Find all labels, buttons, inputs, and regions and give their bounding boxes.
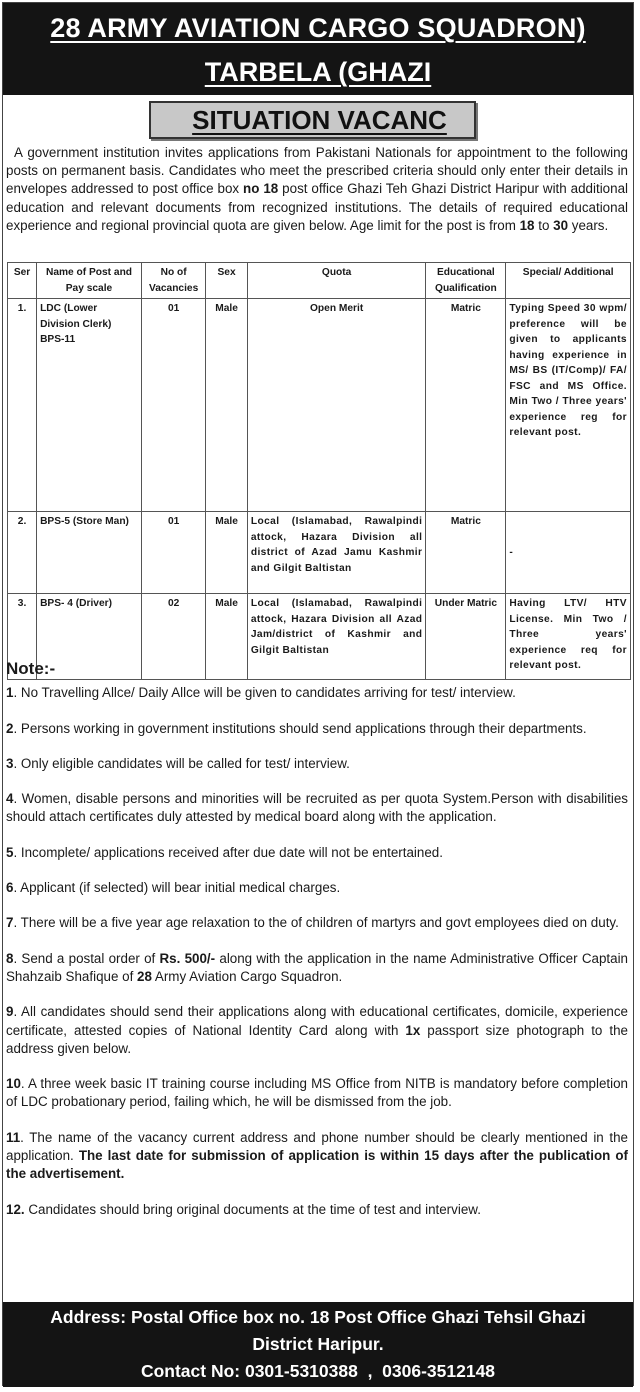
- note-number: 4: [6, 791, 14, 807]
- note-text: along with the application in the name Administrative Officer Captain Shahzaib Shafique of: [6, 950, 628, 984]
- cell-ser: 3.: [8, 594, 37, 680]
- cell-qualification: Matric: [426, 512, 506, 594]
- po-box-number: no 18: [243, 181, 279, 197]
- note-item: [6, 844, 628, 862]
- col-header-qualification: Educational Qualification: [426, 263, 506, 299]
- note-text: . All candidates should send their applications along with educational certificates, domicile, experience certificate, attested copies of National Identity Card along with: [6, 1004, 628, 1038]
- note-number: 1: [6, 685, 14, 701]
- note-number: 2: [6, 720, 14, 736]
- note-text: . The name of the vacancy current address and phone number should be clearly mentioned in the application.: [6, 1129, 628, 1164]
- intro-text: A government institution invites applications from Pakistani Nationals for appointment to the following posts on permanent basis. Candidates who meet the prescribed criteria should only enter their details in envelopes addressed to post office box: [6, 145, 628, 197]
- cell-vacancies: 02: [141, 594, 205, 680]
- postal-order-amount: Rs. 500/-: [159, 950, 216, 966]
- header-banner: [3, 3, 633, 95]
- col-header-special: Special/ Additional: [506, 263, 631, 299]
- footer-contact-banner: [3, 1302, 633, 1387]
- col-header-ser: Ser: [8, 263, 37, 299]
- col-header-post: Name of Post and Pay scale: [37, 263, 142, 299]
- notes-section: [6, 660, 628, 1236]
- note-item: [6, 1201, 628, 1219]
- note-item: [6, 879, 628, 897]
- cell-special: -: [506, 512, 631, 594]
- intro-paragraph: [6, 144, 628, 235]
- org-title-line1: 28 ARMY AVIATION CARGO SQUADRON): [50, 13, 586, 43]
- cell-vacancies: 01: [141, 299, 205, 512]
- col-header-vacancies: No of Vacancies: [141, 263, 205, 299]
- note-number: 3: [6, 755, 14, 771]
- note-item: [6, 1003, 628, 1058]
- note-item: [6, 790, 628, 827]
- col-header-quota: Quota: [247, 263, 426, 299]
- note-text: . Only eligible candidates will be called for test/ interview.: [13, 755, 350, 771]
- intro-text: to: [534, 217, 554, 233]
- cell-qualification: Under Matric: [426, 594, 506, 680]
- cell-quota: Open Merit: [247, 299, 426, 512]
- intro-text: post office Ghazi Teh Ghazi District Haripur with additional education and relevant documents from recognized institutions. The details of required educational experience and regional provincial quota are given below. Age limit for the post is from: [6, 181, 628, 233]
- cell-post: BPS- 4 (Driver): [37, 594, 142, 680]
- note-text: Army Aviation Cargo Squadron.: [151, 968, 343, 984]
- situation-vacant-title: SITUATION VACANC: [192, 105, 447, 135]
- notes-title: Note:-: [6, 659, 56, 678]
- vacancy-table: [7, 262, 631, 680]
- min-age: 18: [519, 217, 535, 233]
- note-number: 9: [6, 1004, 14, 1020]
- cell-sex: Male: [206, 299, 248, 512]
- cell-post: BPS-5 (Store Man): [37, 512, 142, 594]
- cell-special: Having LTV/ HTV License. Min Two / Three years' experience req for relevant post.: [506, 594, 631, 680]
- cell-vacancies: 01: [141, 512, 205, 594]
- col-header-sex: Sex: [206, 263, 248, 299]
- note-text: . A three week basic IT training course including MS Office from NITB is mandatory before completion of LDC probationary period, failing which, he will be dismissed from the job.: [6, 1076, 628, 1110]
- note-item: [6, 720, 628, 738]
- cell-quota: Local (Islamabad, Rawalpindi attock, Hazara Division all district of Azad Jamu Kashmir and Gilgit Baltistan: [247, 512, 426, 594]
- note-text: . Applicant (if selected) will bear initial medical charges.: [13, 880, 341, 896]
- note-text: . Incomplete/ applications received after due date will not be entertained.: [13, 844, 443, 860]
- note-number: 7: [6, 915, 14, 931]
- last-date-notice: The last date for submission of application is within 15 days after the publication of the advertisement.: [6, 1148, 629, 1182]
- note-text: . There will be a five year age relaxation to the of children of martyrs and govt employees died on duty.: [13, 915, 619, 931]
- note-item: [6, 684, 628, 702]
- photo-count: 1x: [405, 1022, 421, 1038]
- address-line-2: District Haripur.: [252, 1334, 384, 1354]
- note-item: [6, 755, 628, 773]
- note-text: Candidates should bring original documents at the time of test and interview.: [24, 1201, 481, 1217]
- note-number: 11: [6, 1129, 21, 1145]
- note-item: [6, 914, 628, 932]
- cell-post: LDC (Lower Division Clerk) BPS-11: [37, 299, 142, 512]
- squadron-number: 28: [137, 968, 152, 984]
- org-title-line2: TARBELA (GHAZI: [204, 57, 432, 87]
- cell-special: Typing Speed 30 wpm/ preference will be given to applicants having experience in MS/ BS (IT/Comp)/ FA/ FSC and MS Office. Min Two / Three years' experience reg for relevant post.: [506, 299, 631, 512]
- cell-qualification: Matric: [426, 299, 506, 512]
- note-number: 6: [6, 880, 14, 896]
- note-item: [6, 1129, 628, 1184]
- table-row: [8, 299, 631, 512]
- note-text: . Women, disable persons and minorities will be recruited as per quota System.Person with disabilities should attach certificates duly attested by medical board along with the application.: [6, 791, 628, 825]
- cell-sex: Male: [206, 512, 248, 594]
- address-line-1: Address: Postal Office box no. 18 Post Office Ghazi Tehsil Ghazi: [50, 1307, 586, 1327]
- note-text: . Persons working in government institutions should send applications through their departments.: [13, 720, 587, 736]
- table-row: [8, 512, 631, 594]
- note-text: . Send a postal order of: [13, 950, 160, 966]
- contact-numbers: Contact No: 0301-5310388 , 0306-3512148: [140, 1361, 496, 1381]
- intro-text: years.: [568, 217, 609, 233]
- cell-ser: 2.: [8, 512, 37, 594]
- note-number: 5: [6, 844, 14, 860]
- note-text: passport size photograph to the address given below.: [6, 1022, 628, 1056]
- max-age: 30: [553, 217, 569, 233]
- note-item: [6, 950, 628, 987]
- situation-vacant-banner: [149, 101, 476, 139]
- cell-quota: Local (Islamabad, Rawalpindi attock, Hazara Division all Azad Jam/district of Kashmir and Gilgit Baltistan: [247, 594, 426, 680]
- note-item: [6, 1075, 628, 1112]
- note-number: 8: [6, 950, 14, 966]
- table-header-row: [8, 263, 631, 299]
- cell-ser: 1.: [8, 299, 37, 512]
- note-number: 12.: [6, 1201, 25, 1217]
- note-number: 10: [6, 1076, 21, 1092]
- cell-sex: Male: [206, 594, 248, 680]
- note-text: . No Travelling Allce/ Daily Allce will be given to candidates arriving for test/ interview.: [13, 685, 516, 701]
